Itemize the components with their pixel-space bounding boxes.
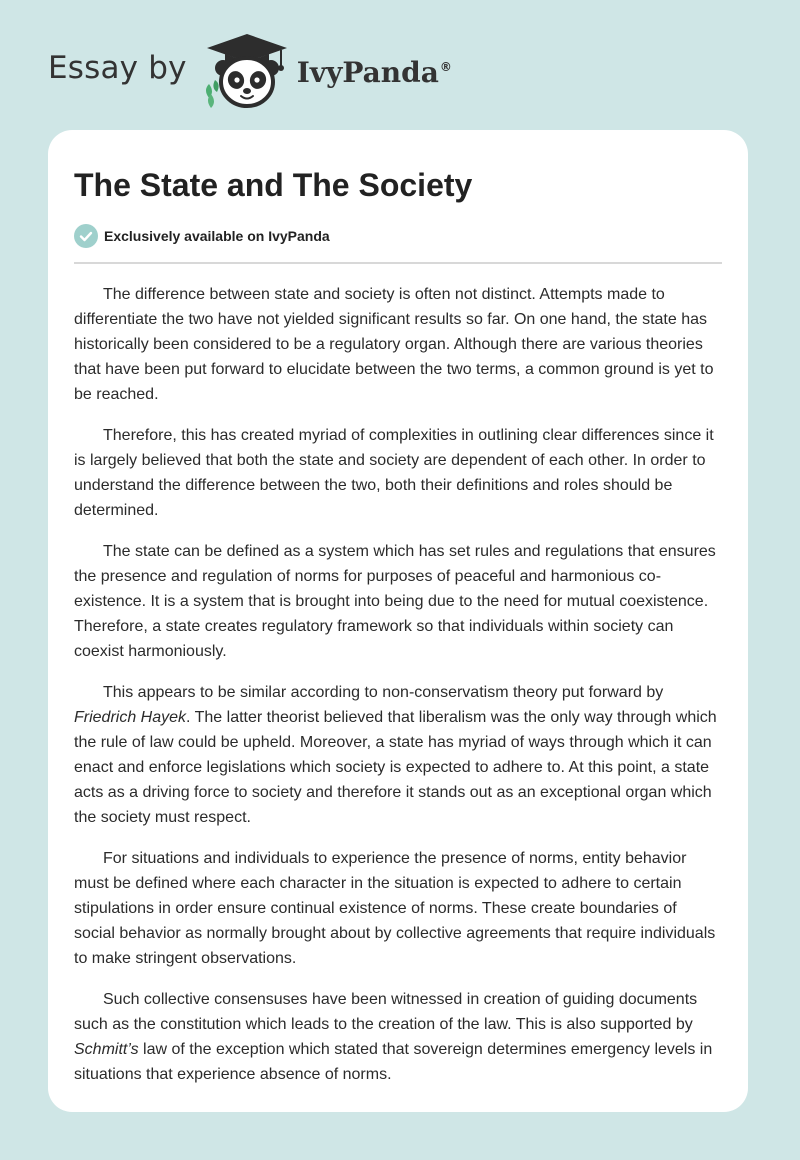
paragraph-1: The difference between state and society is often not distinct. Attempts made to differentiate the two have not yielded significant results so far. On one hand, the state has historically been considered to be a regulatory organ. Although there are various theories that have been put forward to elucidate between the two terms, a common ground is yet to be reached. <box>74 286 714 403</box>
paragraph-6-text-a: Such collective consensuses have been witnessed in creation of guiding documents such as the constitution which leads to the creation of the law. This is also supported by <box>74 991 698 1033</box>
page-title: The State and The Society <box>74 167 473 203</box>
paragraph-2: Therefore, this has created myriad of complexities in outlining clear differences since it is largely believed that both the state and society are dependent of each other. In order to understand the difference between the two, both their definitions and roles should be determined. <box>74 427 714 519</box>
paragraph-6 <box>74 987 722 1087</box>
paragraph-4-text-b: . The latter theorist believed that liberalism was the only way through which the rule of law could be upheld. Moreover, a state has myriad of ways through which it can enact and enforce legislations which society is expected to adhere to. At this point, a state acts as a driving force to society and therefore it stands out as an exceptional organ which the society must respect. <box>74 709 717 826</box>
divider <box>74 262 722 264</box>
registered-mark: ® <box>439 60 452 75</box>
brand-name-text: IvyPanda <box>296 55 439 89</box>
paragraph-5: For situations and individuals to experience the presence of norms, entity behavior must be defined where each character in the situation is expected to adhere to certain stipulations in order ensure continual existence of norms. These create boundaries of social behavior as normally brought about by collective agreements that require individuals to make stringent observations. <box>74 850 716 967</box>
check-circle-icon <box>74 224 98 248</box>
exclusive-badge <box>74 224 722 248</box>
essay-card <box>48 130 748 1112</box>
exclusive-label: Exclusively available on IvyPanda <box>104 228 330 244</box>
panda-graduate-icon[interactable] <box>201 30 293 110</box>
brand-name[interactable] <box>297 56 452 89</box>
paragraph-3: The state can be defined as a system which has set rules and regulations that ensures the presence and regulation of norms for purposes of peaceful and harmonious co-existence. It is a system that is brought into being due to the need for mutual coexistence. Therefore, a state creates regulatory framework so that individuals within society can coexist harmoniously. <box>74 543 716 660</box>
paragraph-6-text-b: law of the exception which stated that sovereign determines emergency levels in situations that experience absence of norms. <box>74 1041 713 1083</box>
essay-body <box>74 282 722 1087</box>
paragraph-4-text-a: This appears to be similar according to non-conservatism theory put forward by <box>103 684 664 701</box>
paragraph-4-author: Friedrich Hayek <box>74 709 187 726</box>
paragraph-6-author: Schmitt’s <box>74 1041 139 1058</box>
paragraph-4 <box>74 680 722 830</box>
site-header <box>48 30 452 110</box>
essay-by-label: Essay by <box>48 50 187 86</box>
